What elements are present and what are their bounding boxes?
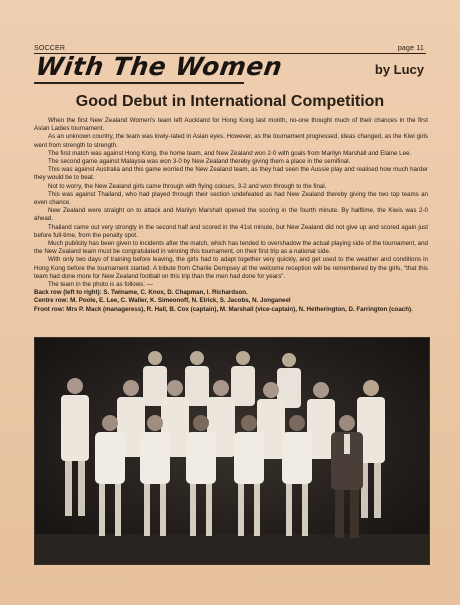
article-headline: Good Debut in International Competition bbox=[75, 93, 385, 110]
paragraph: With only two days of training before leaving, the girls had to adapt together very quickly, and get used to the weather and conditions in Hong Kong before the tournament started. A tribute from Charlie Dempsey at the welcome reception will be remembered by the girls, "that this team had done more for New Zealand football on this trip than the men had done for years". bbox=[34, 256, 428, 280]
caption-front-row: Front row: Mrs P. Mack (manageress), R. Hall, B. Cox (captain), M. Marshall (vice-captain), N. Hetherington, D. Farrington (coach). bbox=[34, 305, 413, 313]
caption-back-row: Back row (left to right): S. Twiname, C. Knox, D. Chapman, I. Richardson. bbox=[34, 289, 248, 297]
column-title: With The Women bbox=[33, 52, 285, 81]
article-body bbox=[34, 117, 428, 314]
paragraph: Thailand came out very strongly in the second half and scored in the 41st minute, but New Zealand did not give up and scored again just before full-time, from the penalty spot. bbox=[34, 223, 428, 239]
section-label: SOCCER bbox=[34, 45, 66, 52]
paragraph: New Zealand were straight on to attack and Marilyn Marshall opened the scoring in the fourth minute. By halftime, the Kiwis was 2-0 ahead. bbox=[34, 207, 428, 223]
paragraph: Not to worry, the New Zealand girls came through with flying colours, 3-2 and won through to the final. bbox=[48, 182, 327, 190]
paragraph: The second game against Malaysia was won 3-0 by New Zealand thereby giving them a place in the semifinal. bbox=[48, 158, 351, 166]
paragraph: When the first New Zealand Women's team left Auckland for Hong Kong last month, no-one thought much of their chances in the first Asian Ladies tournament. bbox=[34, 117, 428, 133]
paragraph: Much publicity has been given to incidents after the match, which has tended to overshadow the actual playing side of the tournament, and the New Zealand team must be congratulated in winning this tournament, on their first trip as a national side. bbox=[34, 240, 428, 256]
paragraph: As an unknown country, the team was lowly-rated in Asian eyes. However, as the tournament progressed, ideas changed, as the Kiwi girls went from strength to strength. bbox=[34, 133, 428, 149]
paragraph: This was against Australia and this game worried the New Zealand team, as they had seen the Aussie play and realised how much harder they would be to beat. bbox=[34, 166, 428, 182]
paragraph: This was against Thailand, who had played through their section undefeated as had New Zealand thereby giving the two top teams an even chance. bbox=[34, 190, 428, 207]
team-photo bbox=[34, 337, 430, 565]
byline: by Lucy bbox=[374, 62, 424, 77]
column-title-underline bbox=[34, 82, 244, 84]
running-header bbox=[34, 45, 424, 52]
paragraph: The first match was against Hong Kong, the home team, and New Zealand won 2-0 with goals from Marilyn Marshall and Elaine Lee. bbox=[48, 149, 412, 157]
caption-centre-row: Centre row: M. Poole, E. Lee, C. Waller, K. Simeonoff, N. Elrick, S. Jacobs, N. Jonganeel bbox=[34, 297, 291, 305]
paragraph: The team in the photo is as follows: — bbox=[48, 281, 153, 289]
team-photo-image bbox=[35, 338, 429, 564]
page-number: page 11 bbox=[397, 45, 424, 52]
